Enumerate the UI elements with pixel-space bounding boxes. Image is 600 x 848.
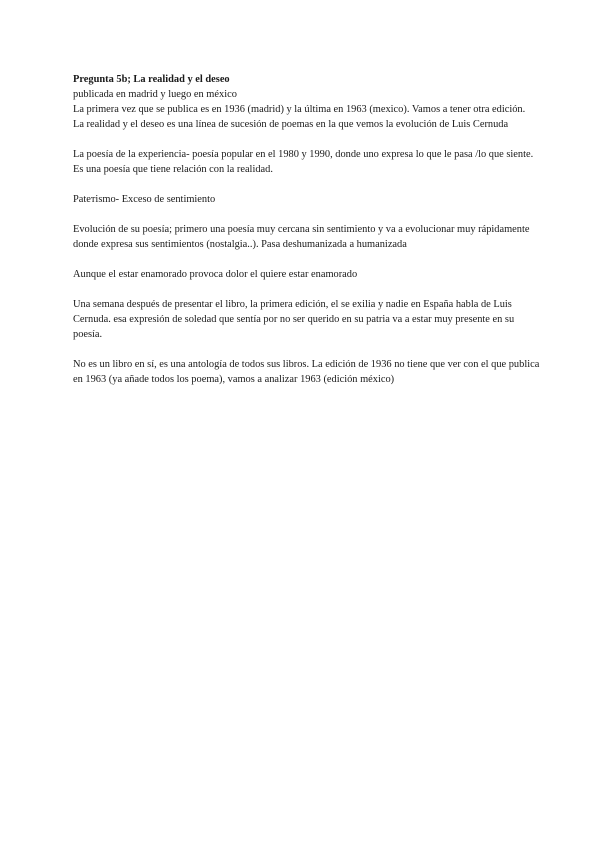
paragraph: Pateтismo- Exceso de sentimiento — [73, 194, 216, 205]
text-line: La realidad y el deseo es una línea de sucesión de poemas en la que vemos la evolución de Luis Cernuda — [73, 119, 509, 130]
document-title: Pregunta 5b; La realidad y el deseo — [73, 74, 230, 85]
paragraph: No es un libro en sí, es una antología de todos sus libros. La edición de 1936 no tiene que ver con el que publica en 1963 (ya añade todos los poema), vamos a analizar 1963 (edición méxico) — [73, 359, 540, 385]
spacer — [73, 282, 543, 297]
spacer — [73, 132, 543, 147]
paragraph: Una semana después de presentar el libro, la primera edición, el se exilia y nadie en España habla de Luis Cernuda. esa expresión de soledad que sentía por no ser querido en su patria va a estar muy presente en su poesía. — [73, 299, 515, 340]
paragraph: Aunque el estar enamorado provoca dolor el quiere estar enamorado — [73, 269, 358, 280]
paragraph: La poesía de la experiencia- poesía popular en el 1980 y 1990, donde uno expresa lo que le pasa /lo que siente. Es una poesía que tiene relación con la realidad. — [73, 149, 534, 175]
document-body — [73, 72, 543, 387]
text-line: publicada en madrid y luego en méxico — [73, 89, 237, 100]
spacer — [73, 342, 543, 357]
spacer — [73, 252, 543, 267]
spacer — [73, 177, 543, 192]
paragraph: Evolución de su poesía; primero una poesía muy cercana sin sentimiento y va a evolucionar muy rápidamente donde expresa sus sentimientos (nostalgia..). Pasa deshumanizada a humanizada — [73, 224, 530, 250]
text-line: La primera vez que se publica es en 1936 (madrid) y la última en 1963 (mexico). Vamos a tener otra edición. — [73, 104, 526, 115]
spacer — [73, 207, 543, 222]
